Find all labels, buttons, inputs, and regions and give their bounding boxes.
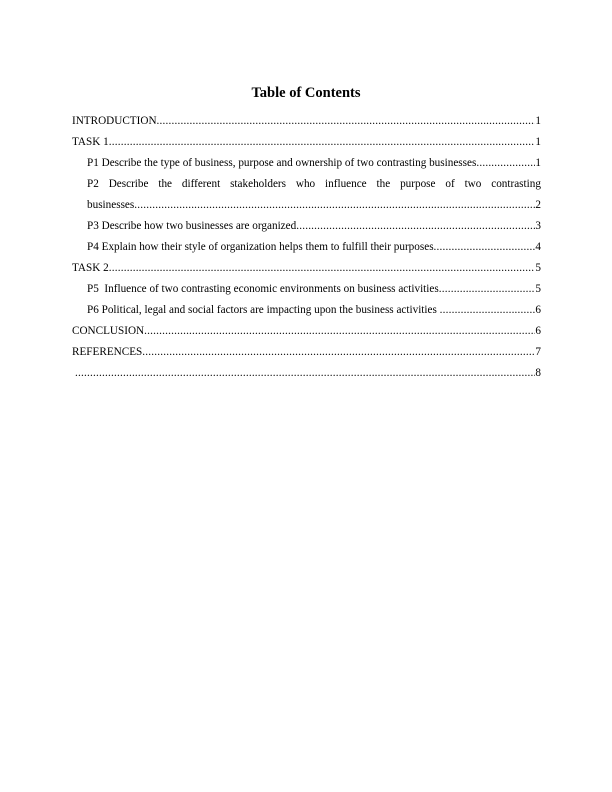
dot-leader [157,114,536,128]
toc-page-number: 1 [535,135,541,148]
dot-leader [440,303,536,317]
toc-entry-line-1 [87,174,541,195]
toc-entry-text: P1 Describe the type of business, purpose and ownership of two contrasting businesses [87,156,477,169]
toc-entry-p1[interactable] [72,156,541,170]
toc-entry-line-2 [87,195,541,216]
toc-word: contrasting [491,177,541,190]
toc-entry-task-2[interactable] [72,261,541,275]
toc-page-number: 3 [535,220,541,233]
toc-entry-task-1[interactable] [72,135,541,149]
toc-entry-text: CONCLUSION [72,324,145,337]
dot-leader [144,324,535,338]
toc-word: stakeholders [230,177,286,190]
table-of-contents [72,114,541,387]
dot-leader [109,261,536,275]
toc-entry-text: P5 Influence of two contrasting economic environments on business activities [87,283,439,296]
toc-page-number: 2 [535,198,541,211]
toc-word: purpose [400,177,436,190]
toc-entry-text: P4 Explain how their style of organization helps them to fulfill their purposes [87,241,434,254]
toc-word: influence [325,177,367,190]
dot-leader [109,135,536,149]
toc-entry-text: businesses [87,198,135,211]
toc-word: the [376,177,391,190]
dot-leader [296,219,535,233]
dot-leader [142,345,535,359]
toc-entry-untitled[interactable] [72,366,541,380]
toc-title: Table of Contents [251,85,361,101]
dot-leader [476,156,535,170]
toc-word: different [181,177,221,190]
toc-word: of [445,177,455,190]
toc-entry-text: REFERENCES [72,345,143,358]
toc-entry-text: P3 Describe how two businesses are organized [87,220,297,233]
toc-word: two [464,177,482,190]
dot-leader [134,195,535,216]
toc-word: the [158,177,173,190]
toc-entry-p3[interactable] [72,219,541,233]
toc-entry-text: P6 Political, legal and social factors are impacting upon the business activities [87,303,440,316]
toc-page-number: 5 [535,283,541,296]
toc-entry-p4[interactable] [72,240,541,254]
toc-entry-text: TASK 1 [72,135,109,148]
toc-page-number: 5 [535,262,541,275]
toc-entry-p6[interactable] [72,303,541,317]
dot-leader [75,366,535,380]
toc-page-number: 1 [535,156,541,169]
toc-page-number: 6 [535,324,541,337]
toc-entry-p5[interactable] [72,282,541,296]
toc-page-number: 4 [535,241,541,254]
toc-entry-p2[interactable] [72,174,541,216]
toc-entry-text: TASK 2 [72,262,109,275]
toc-page-number: 6 [535,303,541,316]
toc-page-number: 1 [535,115,541,127]
toc-entry-conclusion[interactable] [72,324,541,338]
toc-page-number: 8 [535,366,541,379]
toc-entry-references[interactable] [72,345,541,359]
toc-entry-text: INTRODUCTION [72,115,157,127]
toc-page-number: 7 [535,345,541,358]
toc-word: P2 [87,177,99,190]
dot-leader [434,240,536,254]
dot-leader [439,282,536,296]
toc-word: Describe [108,177,149,190]
toc-word: who [295,177,316,190]
toc-entry-introduction[interactable] [72,114,541,128]
